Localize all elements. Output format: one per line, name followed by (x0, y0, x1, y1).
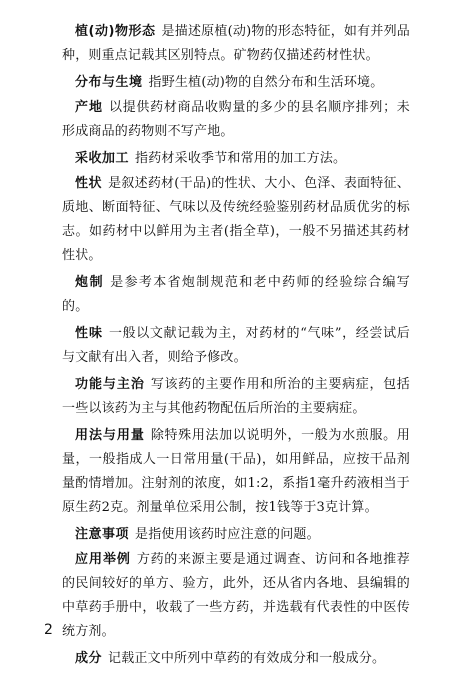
entry-text: 是描述原植(动)物的形态特征，如有并列品种，则重点记载其区别特点。矿物药仅描述药材性状。 (62, 24, 410, 63)
entry-text: 除特殊用法加以说明外，一般为水煎服。用量，一般指成人一日常用量(干品)，如用鲜品，应按干品剂量酌情增加。注射剂的浓度，如1:2，系指1毫升药液相当于原生药2克。剂量单位采用公制，按1钱等于3克计算。 (62, 428, 410, 515)
entry-origin (62, 96, 410, 144)
entry-term: 分布与生境 (75, 75, 143, 90)
entry-precautions (62, 523, 410, 547)
entry-term: 产地 (75, 100, 104, 115)
entry-term: 性味 (75, 326, 103, 341)
entry-term: 采收加工 (75, 151, 130, 166)
entry-text: 方药的来源主要是通过调查、访问和各地推荐的民间较好的单方、验方，此外，还从省内各地、县编辑的中草药手册中，收载了一些方药，并选载有代表性的中医传统方剂。 (62, 552, 410, 639)
entry-term: 成分 (75, 651, 103, 666)
entry-morphology (62, 20, 410, 68)
entry-harvest (62, 147, 410, 171)
entry-text: 指药材采收季节和常用的加工方法。 (135, 151, 347, 166)
entry-term: 植(动)物形态 (75, 24, 156, 39)
entry-examples (62, 548, 410, 644)
entry-characteristics (62, 172, 410, 268)
entry-taste (62, 322, 410, 370)
entry-text: 以提供药材商品收购量的多少的县名顺序排列；未形成商品的药物则不写产地。 (62, 100, 410, 139)
entry-text: 记载正文中所列中草药的有效成分和一般成分。 (108, 651, 386, 666)
entry-term: 用法与用量 (75, 428, 145, 443)
entry-components (62, 647, 410, 671)
entry-term: 性状 (75, 176, 103, 191)
page-body (62, 20, 410, 674)
entry-text: 是指使用该药时应注意的问题。 (135, 527, 320, 542)
entry-term: 功能与主治 (75, 377, 145, 392)
entry-text: 是叙述药材(干品)的性状、大小、色泽、表面特征、质地、断面特征、气味以及传统经验鉴别药材品质优劣的标志。如药材中以鲜用为主者(指全草)，一般不另描述其药材性状。 (62, 176, 410, 263)
entry-text: 是参考本省炮制规范和老中药师的经验综合编写的。 (62, 275, 410, 314)
entry-function (62, 373, 410, 421)
page-number: 2 (44, 622, 53, 638)
entry-text: 一般以文献记载为主，对药材的“气味”，经尝试后与文献有出入者，则给予修改。 (62, 326, 410, 365)
entry-term: 炮制 (75, 275, 105, 290)
entry-distribution (62, 71, 410, 95)
entry-term: 注意事项 (75, 527, 130, 542)
entry-text: 写该药的主要作用和所治的主要病症，包括一些以该药为主与其他药物配伍后所治的主要病症。 (62, 377, 410, 416)
entry-processing (62, 271, 410, 319)
entry-term: 应用举例 (75, 552, 131, 567)
entry-usage (62, 424, 410, 520)
entry-text: 指野生植(动)物的自然分布和生活环境。 (148, 75, 384, 90)
